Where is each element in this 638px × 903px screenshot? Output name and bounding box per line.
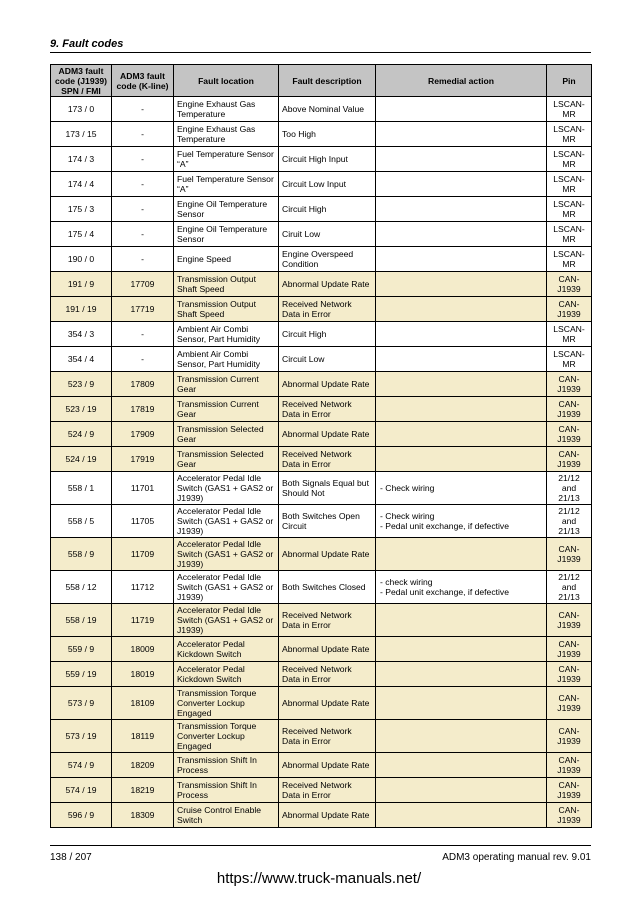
remedial-action-cell bbox=[376, 505, 547, 538]
kline-cell: 11705 bbox=[112, 505, 174, 538]
fault-location-cell: Transmission Selected Gear bbox=[174, 447, 279, 472]
pin-cell: CAN-J1939 bbox=[547, 297, 592, 322]
table-row bbox=[51, 122, 592, 147]
kline-cell: 17919 bbox=[112, 447, 174, 472]
kline-cell: 18309 bbox=[112, 803, 174, 828]
fault-description-cell: Abnormal Update Rate bbox=[279, 753, 376, 778]
kline-cell: 18019 bbox=[112, 662, 174, 687]
table-row bbox=[51, 538, 592, 571]
table-row bbox=[51, 778, 592, 803]
manual-title: ADM3 operating manual rev. 9.01 bbox=[442, 852, 591, 863]
fault-description-cell: Abnormal Update Rate bbox=[279, 538, 376, 571]
kline-cell: 18009 bbox=[112, 637, 174, 662]
kline-cell: 18109 bbox=[112, 687, 174, 720]
fault-location-cell: Accelerator Pedal Idle Switch (GAS1 + GAS2 or J1939) bbox=[174, 538, 279, 571]
kline-cell: 18209 bbox=[112, 753, 174, 778]
fault-description-cell: Both Signals Equal but Should Not bbox=[279, 472, 376, 505]
spn-cell: 524 / 19 bbox=[51, 447, 112, 472]
fault-description-cell: Abnormal Update Rate bbox=[279, 272, 376, 297]
table-row bbox=[51, 222, 592, 247]
remedial-action-cell bbox=[376, 637, 547, 662]
remedial-action-cell bbox=[376, 247, 547, 272]
fault-description-cell: Engine Overspeed Condition bbox=[279, 247, 376, 272]
kline-cell: - bbox=[112, 322, 174, 347]
spn-cell: 175 / 4 bbox=[51, 222, 112, 247]
fault-location-cell: Transmission Current Gear bbox=[174, 397, 279, 422]
fault-location-cell: Transmission Output Shaft Speed bbox=[174, 272, 279, 297]
pin-cell: LSCAN-MR bbox=[547, 347, 592, 372]
fault-description-cell: Received Network Data in Error bbox=[279, 297, 376, 322]
column-header-spn: ADM3 fault code (J1939) SPN / FMI bbox=[51, 65, 112, 97]
pin-cell: CAN-J1939 bbox=[547, 687, 592, 720]
remedial-action-cell bbox=[376, 571, 547, 604]
spn-cell: 523 / 9 bbox=[51, 372, 112, 397]
fault-description-cell: Ciruit Low bbox=[279, 222, 376, 247]
remedial-action-cell bbox=[376, 297, 547, 322]
fault-location-cell: Accelerator Pedal Kickdown Switch bbox=[174, 662, 279, 687]
remedial-action-cell bbox=[376, 222, 547, 247]
spn-cell: 354 / 3 bbox=[51, 322, 112, 347]
table-row bbox=[51, 505, 592, 538]
fault-location-cell: Transmission Torque Converter Lockup Engaged bbox=[174, 720, 279, 753]
header-divider bbox=[50, 52, 591, 53]
spn-cell: 596 / 9 bbox=[51, 803, 112, 828]
spn-cell: 354 / 4 bbox=[51, 347, 112, 372]
fault-description-cell: Received Network Data in Error bbox=[279, 447, 376, 472]
pin-cell: 21/12 and 21/13 bbox=[547, 472, 592, 505]
fault-description-cell: Received Network Data in Error bbox=[279, 720, 376, 753]
spn-cell: 175 / 3 bbox=[51, 197, 112, 222]
spn-cell: 574 / 9 bbox=[51, 753, 112, 778]
table-row bbox=[51, 347, 592, 372]
remedial-action-cell bbox=[376, 803, 547, 828]
fault-location-cell: Transmission Shift In Process bbox=[174, 778, 279, 803]
kline-cell: 17719 bbox=[112, 297, 174, 322]
pin-cell: LSCAN-MR bbox=[547, 147, 592, 172]
fault-description-cell: Received Network Data in Error bbox=[279, 662, 376, 687]
pin-cell: LSCAN-MR bbox=[547, 322, 592, 347]
remedial-action-cell bbox=[376, 122, 547, 147]
fault-description-cell: Received Network Data in Error bbox=[279, 604, 376, 637]
table-row bbox=[51, 297, 592, 322]
fault-description-cell: Both Switches Closed bbox=[279, 571, 376, 604]
fault-location-cell: Accelerator Pedal Kickdown Switch bbox=[174, 637, 279, 662]
remedial-action-item: - Check wiring bbox=[380, 511, 435, 521]
fault-location-cell: Fuel Temperature Sensor “A” bbox=[174, 172, 279, 197]
pin-cell: CAN-J1939 bbox=[547, 803, 592, 828]
table-row bbox=[51, 97, 592, 122]
table-row bbox=[51, 604, 592, 637]
remedial-action-item: - check wiring bbox=[380, 577, 433, 587]
fault-description-cell: Abnormal Update Rate bbox=[279, 637, 376, 662]
pin-cell: CAN-J1939 bbox=[547, 753, 592, 778]
remedial-action-cell bbox=[376, 322, 547, 347]
fault-location-cell: Ambient Air Combi Sensor, Part Humidity bbox=[174, 347, 279, 372]
fault-description-cell: Circuit High Input bbox=[279, 147, 376, 172]
spn-cell: 190 / 0 bbox=[51, 247, 112, 272]
table-row bbox=[51, 447, 592, 472]
column-header-remedy: Remedial action bbox=[376, 65, 547, 97]
spn-cell: 559 / 19 bbox=[51, 662, 112, 687]
spn-cell: 558 / 1 bbox=[51, 472, 112, 505]
spn-cell: 559 / 9 bbox=[51, 637, 112, 662]
fault-location-cell: Transmission Shift In Process bbox=[174, 753, 279, 778]
remedial-action-cell bbox=[376, 662, 547, 687]
remedial-action-cell bbox=[376, 753, 547, 778]
page-number: 138 / 207 bbox=[50, 852, 92, 863]
kline-cell: 17809 bbox=[112, 372, 174, 397]
spn-cell: 558 / 12 bbox=[51, 571, 112, 604]
fault-location-cell: Cruise Control Enable Switch bbox=[174, 803, 279, 828]
kline-cell: - bbox=[112, 247, 174, 272]
remedial-action-cell bbox=[376, 472, 547, 505]
pin-cell: CAN-J1939 bbox=[547, 604, 592, 637]
remedial-action-cell bbox=[376, 447, 547, 472]
remedial-action-cell bbox=[376, 147, 547, 172]
table-row bbox=[51, 397, 592, 422]
table-row bbox=[51, 247, 592, 272]
fault-description-cell: Above Nominal Value bbox=[279, 97, 376, 122]
kline-cell: - bbox=[112, 147, 174, 172]
remedial-action-cell bbox=[376, 720, 547, 753]
spn-cell: 574 / 19 bbox=[51, 778, 112, 803]
fault-description-cell: Abnormal Update Rate bbox=[279, 803, 376, 828]
remedial-action-item: - Check wiring bbox=[380, 483, 435, 493]
table-row bbox=[51, 753, 592, 778]
spn-cell: 173 / 15 bbox=[51, 122, 112, 147]
kline-cell: 11709 bbox=[112, 538, 174, 571]
pin-cell: CAN-J1939 bbox=[547, 538, 592, 571]
fault-location-cell: Transmission Torque Converter Lockup Engaged bbox=[174, 687, 279, 720]
fault-description-cell: Circuit High bbox=[279, 197, 376, 222]
kline-cell: 11701 bbox=[112, 472, 174, 505]
remedial-action-item: - Pedal unit exchange, if defective bbox=[380, 521, 509, 531]
fault-location-cell: Fuel Temperature Sensor “A” bbox=[174, 147, 279, 172]
fault-description-cell: Abnormal Update Rate bbox=[279, 422, 376, 447]
kline-cell: - bbox=[112, 122, 174, 147]
fault-location-cell: Engine Speed bbox=[174, 247, 279, 272]
footer-divider bbox=[50, 845, 591, 846]
spn-cell: 573 / 9 bbox=[51, 687, 112, 720]
kline-cell: 18219 bbox=[112, 778, 174, 803]
remedial-action-cell bbox=[376, 197, 547, 222]
table-row bbox=[51, 422, 592, 447]
fault-location-cell: Engine Exhaust Gas Temperature bbox=[174, 122, 279, 147]
pin-cell: CAN-J1939 bbox=[547, 272, 592, 297]
spn-cell: 558 / 19 bbox=[51, 604, 112, 637]
kline-cell: 17909 bbox=[112, 422, 174, 447]
spn-cell: 558 / 9 bbox=[51, 538, 112, 571]
kline-cell: - bbox=[112, 347, 174, 372]
kline-cell: - bbox=[112, 222, 174, 247]
table-row bbox=[51, 197, 592, 222]
fault-location-cell: Engine Oil Temperature Sensor bbox=[174, 222, 279, 247]
spn-cell: 524 / 9 bbox=[51, 422, 112, 447]
table-row bbox=[51, 147, 592, 172]
kline-cell: 11719 bbox=[112, 604, 174, 637]
pin-cell: 21/12 and 21/13 bbox=[547, 571, 592, 604]
column-header-pin: Pin bbox=[547, 65, 592, 97]
section-title: 9. Fault codes bbox=[50, 38, 124, 50]
table-row bbox=[51, 172, 592, 197]
pin-cell: CAN-J1939 bbox=[547, 637, 592, 662]
pin-cell: CAN-J1939 bbox=[547, 397, 592, 422]
fault-code-table bbox=[50, 64, 592, 828]
spn-cell: 191 / 9 bbox=[51, 272, 112, 297]
spn-cell: 174 / 4 bbox=[51, 172, 112, 197]
remedial-action-cell bbox=[376, 272, 547, 297]
fault-description-cell: Abnormal Update Rate bbox=[279, 372, 376, 397]
pin-cell: LSCAN-MR bbox=[547, 247, 592, 272]
pin-cell: LSCAN-MR bbox=[547, 197, 592, 222]
pin-cell: CAN-J1939 bbox=[547, 720, 592, 753]
fault-location-cell: Accelerator Pedal Idle Switch (GAS1 + GAS2 or J1939) bbox=[174, 505, 279, 538]
spn-cell: 523 / 19 bbox=[51, 397, 112, 422]
fault-location-cell: Accelerator Pedal Idle Switch (GAS1 + GAS2 or J1939) bbox=[174, 604, 279, 637]
fault-location-cell: Engine Exhaust Gas Temperature bbox=[174, 97, 279, 122]
kline-cell: 17709 bbox=[112, 272, 174, 297]
pin-cell: CAN-J1939 bbox=[547, 422, 592, 447]
pin-cell: LSCAN-MR bbox=[547, 172, 592, 197]
fault-location-cell: Transmission Selected Gear bbox=[174, 422, 279, 447]
pin-cell: CAN-J1939 bbox=[547, 447, 592, 472]
spn-cell: 573 / 19 bbox=[51, 720, 112, 753]
fault-location-cell: Ambient Air Combi Sensor, Part Humidity bbox=[174, 322, 279, 347]
kline-cell: 17819 bbox=[112, 397, 174, 422]
remedial-action-cell bbox=[376, 604, 547, 637]
pin-cell: LSCAN-MR bbox=[547, 97, 592, 122]
fault-description-cell: Circuit Low bbox=[279, 347, 376, 372]
pin-cell: CAN-J1939 bbox=[547, 662, 592, 687]
table-row bbox=[51, 720, 592, 753]
table-row bbox=[51, 272, 592, 297]
fault-location-cell: Transmission Current Gear bbox=[174, 372, 279, 397]
remedial-action-cell bbox=[376, 422, 547, 447]
table-row bbox=[51, 687, 592, 720]
remedial-action-cell bbox=[376, 97, 547, 122]
fault-description-cell: Both Switches Open Circuit bbox=[279, 505, 376, 538]
table-row bbox=[51, 662, 592, 687]
fault-location-cell: Accelerator Pedal Idle Switch (GAS1 + GAS2 or J1939) bbox=[174, 472, 279, 505]
kline-cell: 18119 bbox=[112, 720, 174, 753]
spn-cell: 191 / 19 bbox=[51, 297, 112, 322]
fault-description-cell: Circuit Low Input bbox=[279, 172, 376, 197]
spn-cell: 174 / 3 bbox=[51, 147, 112, 172]
pin-cell: LSCAN-MR bbox=[547, 222, 592, 247]
table-row bbox=[51, 571, 592, 604]
remedial-action-cell bbox=[376, 538, 547, 571]
fault-location-cell: Transmission Output Shaft Speed bbox=[174, 297, 279, 322]
kline-cell: - bbox=[112, 197, 174, 222]
pin-cell: CAN-J1939 bbox=[547, 372, 592, 397]
kline-cell: 11712 bbox=[112, 571, 174, 604]
kline-cell: - bbox=[112, 172, 174, 197]
table-row bbox=[51, 322, 592, 347]
remedial-action-item: - Pedal unit exchange, if defective bbox=[380, 587, 509, 597]
table-header-row bbox=[51, 65, 592, 97]
column-header-location: Fault location bbox=[174, 65, 279, 97]
pin-cell: LSCAN-MR bbox=[547, 122, 592, 147]
remedial-action-cell bbox=[376, 687, 547, 720]
table-row bbox=[51, 472, 592, 505]
table-row bbox=[51, 803, 592, 828]
spn-cell: 558 / 5 bbox=[51, 505, 112, 538]
fault-description-cell: Too High bbox=[279, 122, 376, 147]
remedial-action-cell bbox=[376, 372, 547, 397]
table-row bbox=[51, 372, 592, 397]
kline-cell: - bbox=[112, 97, 174, 122]
fault-description-cell: Abnormal Update Rate bbox=[279, 687, 376, 720]
fault-table-body bbox=[51, 97, 592, 828]
remedial-action-cell bbox=[376, 397, 547, 422]
source-url-link[interactable]: https://www.truck-manuals.net/ bbox=[216, 870, 422, 887]
table-row bbox=[51, 637, 592, 662]
pin-cell: 21/12 and 21/13 bbox=[547, 505, 592, 538]
fault-location-cell: Accelerator Pedal Idle Switch (GAS1 + GAS2 or J1939) bbox=[174, 571, 279, 604]
column-header-kline: ADM3 fault code (K-line) bbox=[112, 65, 174, 97]
pin-cell: CAN-J1939 bbox=[547, 778, 592, 803]
remedial-action-cell bbox=[376, 778, 547, 803]
remedial-action-cell bbox=[376, 172, 547, 197]
fault-description-cell: Received Network Data in Error bbox=[279, 397, 376, 422]
fault-description-cell: Received Network Data in Error bbox=[279, 778, 376, 803]
fault-description-cell: Circuit High bbox=[279, 322, 376, 347]
remedial-action-cell bbox=[376, 347, 547, 372]
fault-location-cell: Engine Oil Temperature Sensor bbox=[174, 197, 279, 222]
spn-cell: 173 / 0 bbox=[51, 97, 112, 122]
column-header-description: Fault description bbox=[279, 65, 376, 97]
